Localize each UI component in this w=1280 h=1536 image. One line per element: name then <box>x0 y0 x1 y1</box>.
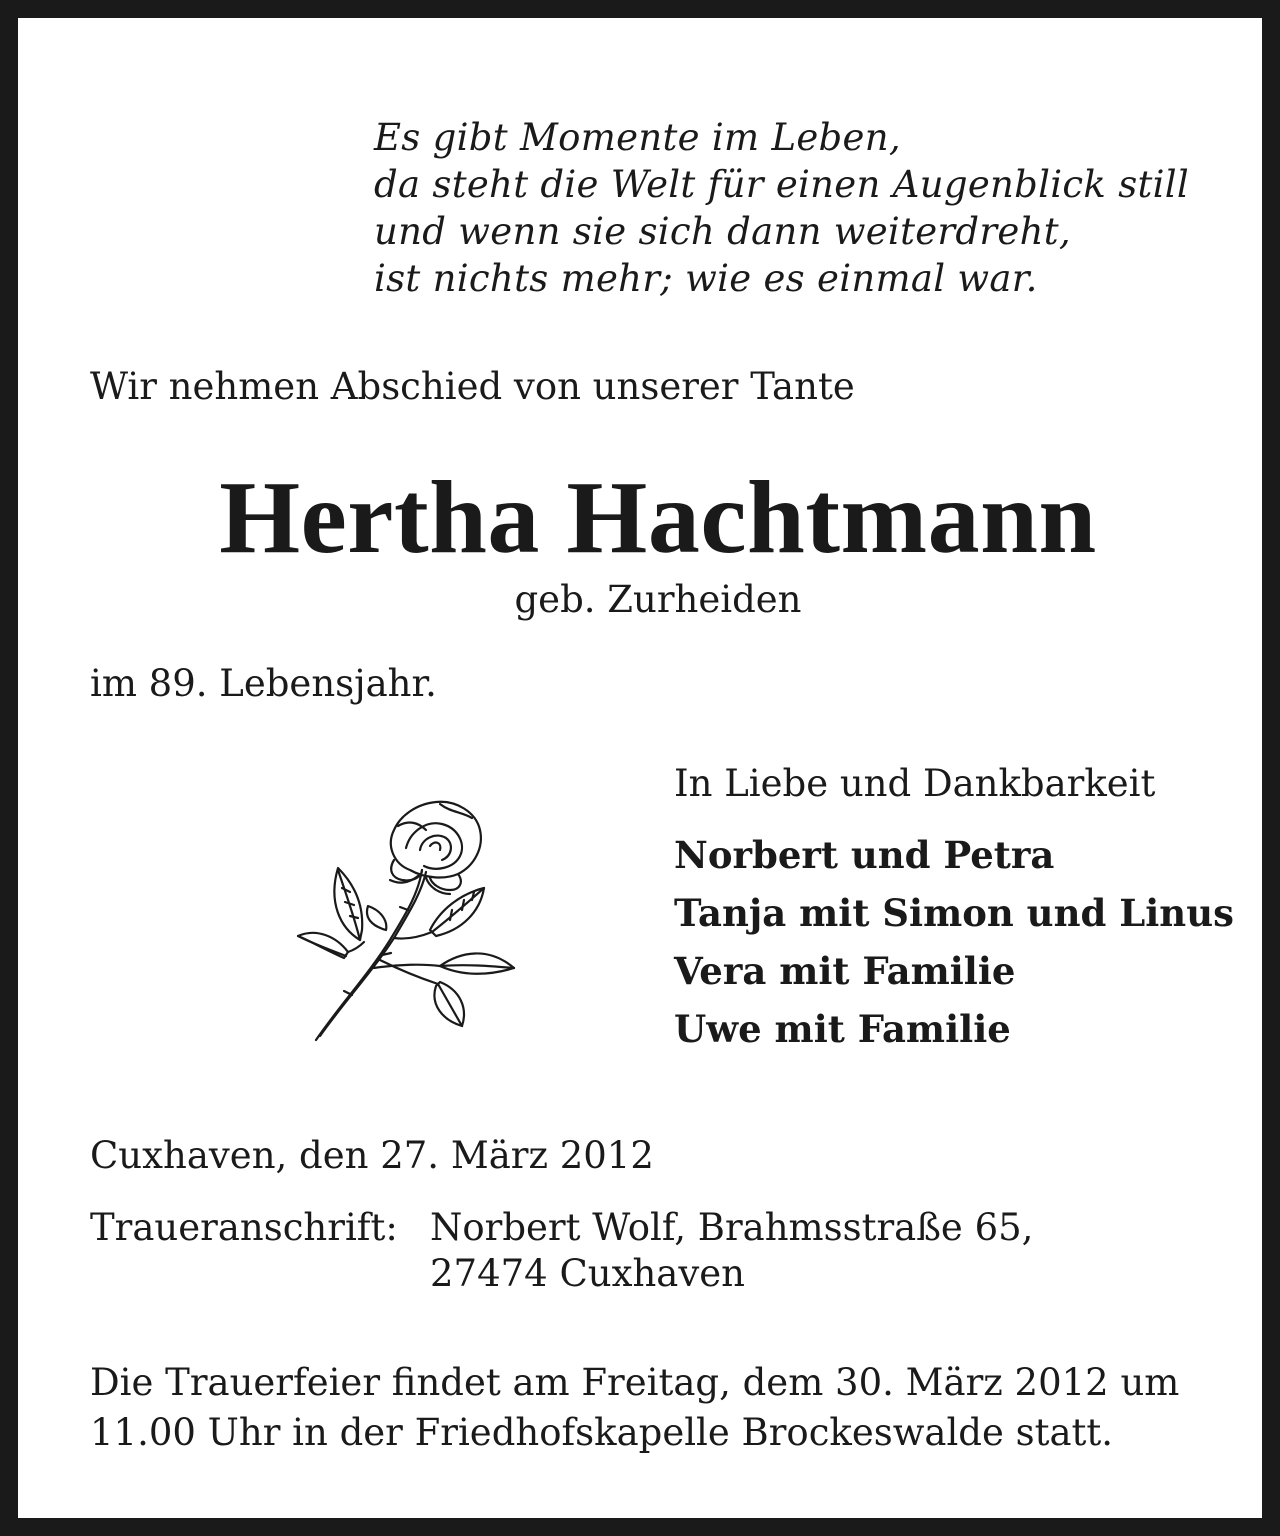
address-label: Traueranschrift: <box>90 1206 398 1249</box>
address-line-2: 27474 Cuxhaven <box>430 1252 745 1295</box>
deceased-name: Hertha Hachtmann <box>219 460 1097 575</box>
poem <box>374 114 1189 302</box>
mourner-name: Vera mit Familie <box>674 949 1016 993</box>
maiden-name: geb. Zurheiden <box>514 578 802 621</box>
address-line-1: Norbert Wolf, Brahmsstraße 65, <box>430 1206 1034 1249</box>
mourner-name: Uwe mit Familie <box>674 1007 1011 1051</box>
mourner-name: Norbert und Petra <box>674 833 1055 877</box>
poem-line: da steht die Welt für einen Augenblick still <box>374 163 1190 206</box>
ceremony-line: Die Trauerfeier findet am Freitag, dem 30. März 2012 um <box>90 1361 1180 1404</box>
mourners-list <box>674 826 1234 1058</box>
poem-line: und wenn sie sich dann weiterdreht, <box>374 210 1071 253</box>
ceremony-line: 11.00 Uhr in der Friedhofskapelle Brockeswalde statt. <box>90 1411 1114 1454</box>
place-date: Cuxhaven, den 27. März 2012 <box>90 1134 654 1177</box>
farewell-intro: Wir nehmen Abschied von unserer Tante <box>90 365 855 408</box>
poem-line: ist nichts mehr; wie es einmal war. <box>374 257 1038 300</box>
mourner-name: Tanja mit Simon und Linus <box>674 891 1234 935</box>
age-text: im 89. Lebensjahr. <box>90 662 437 705</box>
ceremony-info <box>90 1358 1179 1458</box>
mourners-intro: In Liebe und Dankbarkeit <box>674 762 1156 805</box>
poem-line: Es gibt Momente im Leben, <box>374 116 901 159</box>
rose-icon <box>290 790 522 1046</box>
